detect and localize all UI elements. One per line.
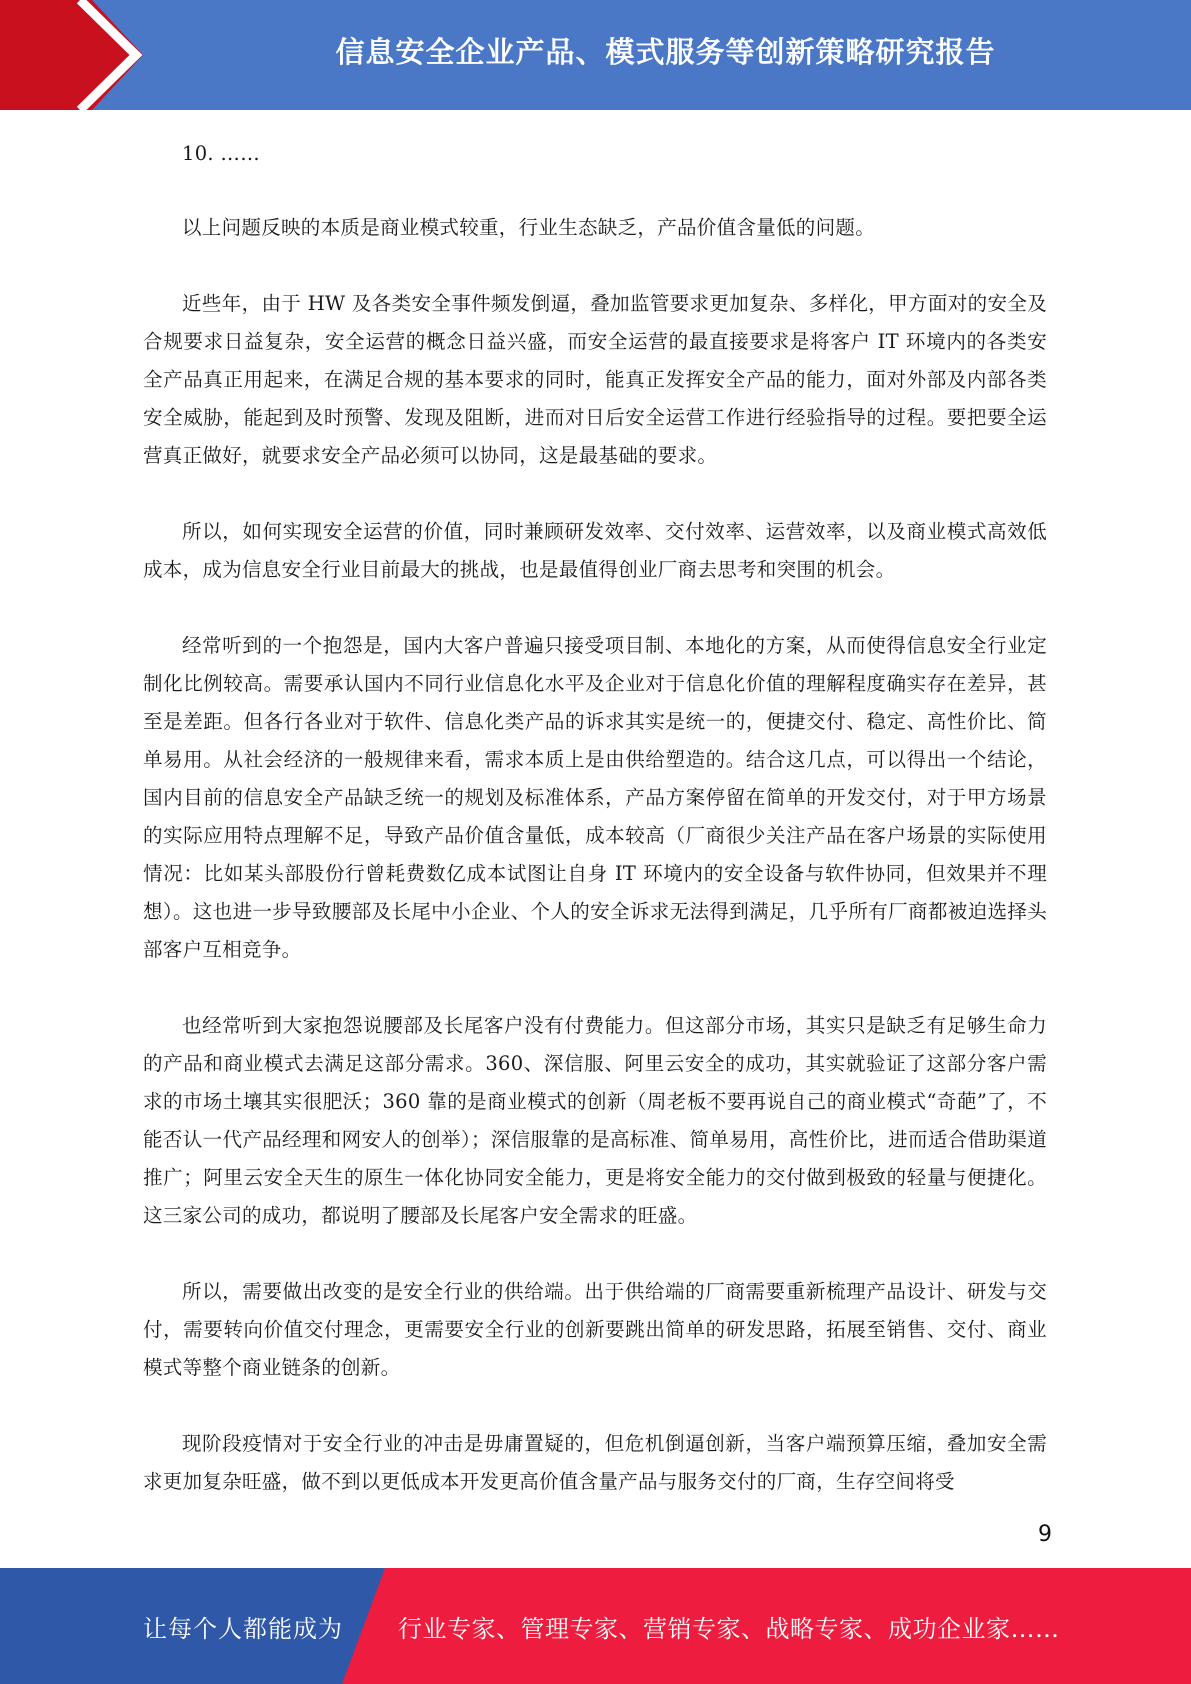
header-chevron-decoration: [0, 0, 150, 110]
paragraph-6: 所以，需要做出改变的是安全行业的供给端。出于供给端的厂商需要重新梳理产品设计、研发与交付，需要转向价值交付理念，更需要安全行业的创新要跳出简单的研发思路，拓展至销售、交付、商业模式等整个商业链条的创新。: [143, 1280, 1047, 1379]
page-header: [0, 0, 1191, 110]
paragraph-1: 以上问题反映的本质是商业模式较重，行业生态缺乏，产品价值含量低的问题。: [182, 216, 876, 239]
list-item-10: 10. ……: [182, 142, 261, 165]
paragraph-4: 经常听到的一个抱怨是，国内大客户普遍只接受项目制、本地化的方案，从而使得信息安全行业定制化比例较高。需要承认国内不同行业信息化水平及企业对于信息化价值的理解程度确实存在差异，甚至是差距。但各行各业对于软件、信息化类产品的诉求其实是统一的，便捷交付、稳定、高性价比、简单易用。从社会经济的一般规律来看，需求本质上是由供给塑造的。结合这几点，可以得出一个结论，国内目前的信息安全产品缺乏统一的规划及标准体系，产品方案停留在简单的开发交付，对于甲方场景的实际应用特点理解不足，导致产品价值含量低，成本较高（厂商很少关注产品在客户场景的实际使用情况：比如某头部股份行曾耗费数亿成本试图让自身 IT 环境内的安全设备与软件协同，但效果并不理想）。这也进一步导致腰部及长尾中小企业、个人的安全诉求无法得到满足，几乎所有厂商都被迫选择头部客户互相竞争。: [143, 634, 1047, 961]
page-number: 9: [1038, 1522, 1052, 1547]
paragraph-7: 现阶段疫情对于安全行业的冲击是毋庸置疑的，但危机倒逼创新，当客户端预算压缩，叠加安全需求更加复杂旺盛，做不到以更低成本开发更高价值含量产品与服务交付的厂商，生存空间将受: [143, 1432, 1047, 1493]
footer-slogan-right: 行业专家、管理专家、营销专家、战略专家、成功企业家……: [398, 1614, 1060, 1643]
paragraph-2: 近些年，由于 HW 及各类安全事件频发倒逼，叠加监管要求更加复杂、多样化，甲方面对的安全及合规要求日益复杂，安全运营的概念日益兴盛，而安全运营的最直接要求是将客户 IT 环境内的各类安全产品真正用起来，在满足合规的基本要求的同时，能真正发挥安全产品的能力，面对外部及内部各类安全威胁，能起到及时预警、发现及阻断，进而对日后安全运营工作进行经验指导的过程。要把要全运营真正做好，就要求安全产品必须可以协同，这是最基础的要求。: [143, 292, 1047, 467]
paragraph-3: 所以，如何实现安全运营的价值，同时兼顾研发效率、交付效率、运营效率，以及商业模式高效低成本，成为信息安全行业目前最大的挑战，也是最值得创业厂商去思考和突围的机会。: [143, 520, 1047, 581]
paragraph-5: 也经常听到大家抱怨说腰部及长尾客户没有付费能力。但这部分市场，其实只是缺乏有足够生命力的产品和商业模式去满足这部分需求。360、深信服、阿里云安全的成功，其实就验证了这部分客户需求的市场土壤其实很肥沃；360 靠的是商业模式的创新（周老板不要再说自己的商业模式“奇葩”了，不能否认一代产品经理和网安人的创举）；深信服靠的是高标准、简单易用，高性价比，进而适合借助渠道推广；阿里云安全天生的原生一体化协同安全能力，更是将安全能力的交付做到极致的轻量与便捷化。这三家公司的成功，都说明了腰部及长尾客户安全需求的旺盛。: [143, 1014, 1047, 1227]
footer-slogan-left: 让每个人都能成为: [143, 1614, 343, 1643]
document-body: [143, 135, 1047, 1539]
page-footer: [0, 1568, 1191, 1684]
chevron-red-shape: [0, 0, 143, 110]
report-title: 信息安全企业产品、模式服务等创新策略研究报告: [335, 34, 996, 69]
